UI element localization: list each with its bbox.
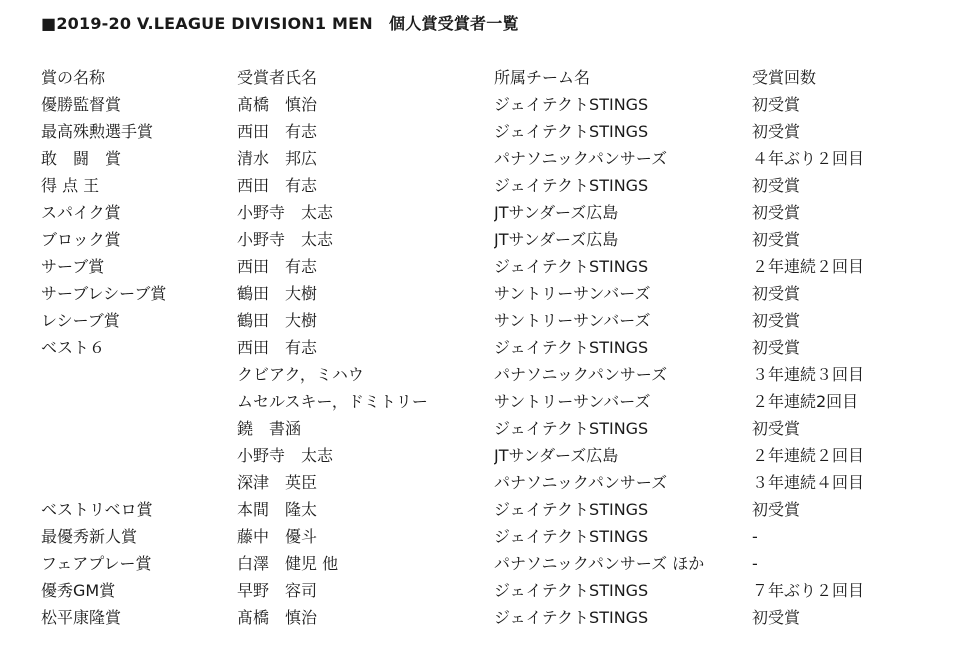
- award-cell: 優秀GM賞: [41, 581, 116, 600]
- award-cell: 優勝監督賞: [41, 95, 122, 114]
- award-cell: [41, 388, 237, 415]
- count-cell: 初受賞: [752, 608, 801, 627]
- team-cell: JTサンダーズ広島: [494, 446, 619, 465]
- team-cell: パナソニックパンサーズ: [494, 365, 668, 384]
- award-cell: ベストリベロ賞: [41, 500, 153, 519]
- table-row: [41, 172, 902, 199]
- table-row: [41, 496, 902, 523]
- header-count: 受賞回数: [752, 67, 817, 87]
- count-cell: 初受賞: [752, 311, 801, 330]
- name-cell: 小野寺 太志: [237, 203, 334, 222]
- table-row: [41, 361, 902, 388]
- name-cell: 西田 有志: [237, 176, 318, 195]
- award-cell: 最優秀新人賞: [41, 527, 138, 546]
- award-cell: [41, 361, 237, 388]
- table-row: [41, 550, 902, 577]
- count-cell: ２年連続2回目: [752, 392, 859, 411]
- award-cell: フェアプレー賞: [41, 554, 152, 573]
- header-award: 賞の名称: [41, 67, 106, 87]
- table-row: [41, 577, 902, 604]
- name-cell: 西田 有志: [237, 338, 318, 357]
- table-row: [41, 253, 902, 280]
- team-cell: ジェイテクトSTINGS: [494, 176, 649, 195]
- award-cell: ブロック賞: [41, 230, 121, 249]
- table-row: [41, 91, 902, 118]
- name-cell: 早野 容司: [237, 581, 318, 600]
- count-cell: ３年連続３回目: [752, 365, 865, 384]
- name-cell: ムセルスキー，ドミトリー: [237, 392, 428, 411]
- table-row: [41, 307, 902, 334]
- count-cell: 初受賞: [752, 95, 801, 114]
- name-cell: 鶴田 大樹: [237, 311, 318, 330]
- award-table: [41, 63, 902, 631]
- award-cell: 敢 闘 賞: [41, 149, 122, 168]
- table-row: [41, 415, 902, 442]
- table-row: [41, 226, 902, 253]
- award-cell: ベスト６: [41, 338, 106, 357]
- table-row: [41, 604, 902, 631]
- table-row: [41, 388, 902, 415]
- team-cell: ジェイテクトSTINGS: [494, 608, 649, 627]
- name-cell: 髙橋 慎治: [237, 95, 318, 114]
- count-cell: 初受賞: [752, 500, 801, 519]
- count-cell: 初受賞: [752, 122, 801, 141]
- award-cell: 松平康隆賞: [41, 608, 122, 627]
- award-cell: 最高殊勲選手賞: [41, 122, 154, 141]
- award-cell: レシーブ賞: [41, 311, 120, 330]
- team-cell: ジェイテクトSTINGS: [494, 338, 649, 357]
- team-cell: ジェイテクトSTINGS: [494, 122, 649, 141]
- table-row: [41, 442, 902, 469]
- team-cell: ジェイテクトSTINGS: [494, 581, 649, 600]
- award-cell: 得 点 王: [41, 176, 100, 195]
- name-cell: 藤中 優斗: [237, 527, 318, 546]
- count-cell: 初受賞: [752, 419, 801, 438]
- team-cell: JTサンダーズ広島: [494, 230, 619, 249]
- name-cell: 髙橋 慎治: [237, 608, 318, 627]
- name-cell: 小野寺 太志: [237, 446, 334, 465]
- team-cell: パナソニックパンサーズ ほか: [494, 554, 705, 573]
- count-cell: 初受賞: [752, 338, 801, 357]
- count-cell: 初受賞: [752, 230, 801, 249]
- team-cell: サントリーサンバーズ: [494, 311, 651, 330]
- table-row: [41, 334, 902, 361]
- team-cell: ジェイテクトSTINGS: [494, 419, 649, 438]
- team-cell: サントリーサンバーズ: [494, 392, 651, 411]
- count-cell: 初受賞: [752, 203, 801, 222]
- count-cell: ４年ぶり２回目: [752, 149, 865, 168]
- name-cell: 小野寺 太志: [237, 230, 334, 249]
- table-row: [41, 145, 902, 172]
- award-cell: スパイク賞: [41, 203, 121, 222]
- count-cell: ３年連続４回目: [752, 473, 865, 492]
- name-cell: 鐃 書涵: [237, 419, 302, 438]
- name-cell: 白澤 健児 他: [237, 554, 339, 573]
- team-cell: サントリーサンバーズ: [494, 284, 651, 303]
- count-cell: 初受賞: [752, 284, 801, 303]
- name-cell: 清水 邦広: [237, 149, 318, 168]
- name-cell: 西田 有志: [237, 257, 318, 276]
- award-cell: サーブ賞: [41, 257, 105, 276]
- table-header-row: [41, 63, 902, 91]
- team-cell: ジェイテクトSTINGS: [494, 500, 649, 519]
- page-title: ■2019-20 V.LEAGUE DIVISION1 MEN 個人賞受賞者一覧: [41, 14, 519, 33]
- team-cell: ジェイテクトSTINGS: [494, 527, 649, 546]
- count-cell: ２年連続２回目: [752, 446, 865, 465]
- name-cell: 鶴田 大樹: [237, 284, 318, 303]
- table-row: [41, 280, 902, 307]
- count-cell: ２年連続２回目: [752, 257, 865, 276]
- award-cell: サーブレシーブ賞: [41, 284, 167, 303]
- name-cell: 西田 有志: [237, 122, 318, 141]
- name-cell: クビアク，ミハウ: [237, 365, 364, 384]
- team-cell: パナソニックパンサーズ: [494, 149, 668, 168]
- table-row: [41, 118, 902, 145]
- count-cell: -: [752, 527, 758, 546]
- count-cell: -: [752, 554, 758, 573]
- header-name: 受賞者氏名: [237, 67, 318, 87]
- table-row: [41, 199, 902, 226]
- award-cell: [41, 415, 237, 442]
- count-cell: ７年ぶり２回目: [752, 581, 865, 600]
- team-cell: ジェイテクトSTINGS: [494, 95, 649, 114]
- award-cell: [41, 442, 237, 469]
- name-cell: 本間 隆太: [237, 500, 318, 519]
- team-cell: パナソニックパンサーズ: [494, 473, 668, 492]
- count-cell: 初受賞: [752, 176, 801, 195]
- header-team: 所属チーム名: [494, 67, 591, 87]
- table-row: [41, 523, 902, 550]
- award-cell: [41, 469, 237, 496]
- team-cell: ジェイテクトSTINGS: [494, 257, 649, 276]
- award-rows: [41, 91, 902, 631]
- table-row: [41, 469, 902, 496]
- name-cell: 深津 英臣: [237, 473, 318, 492]
- team-cell: JTサンダーズ広島: [494, 203, 619, 222]
